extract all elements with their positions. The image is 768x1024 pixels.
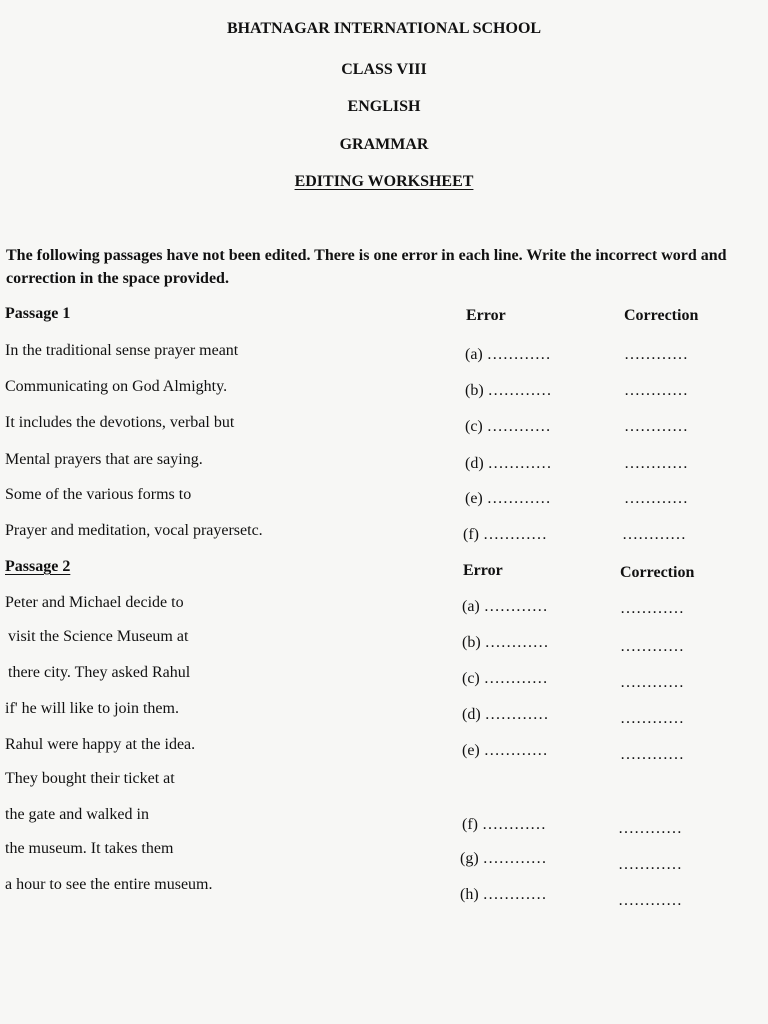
passage1-correction-blank[interactable]: ………… <box>624 490 688 507</box>
passage1-line: Some of the various forms to <box>5 486 192 503</box>
passage1-error-blank[interactable]: (f) ………… <box>463 526 547 543</box>
subject-label: ENGLISH <box>347 98 421 115</box>
topic-label: GRAMMAR <box>339 136 429 153</box>
passage1-line: Mental prayers that are saying. <box>5 451 203 468</box>
passage1-correction-blank[interactable]: ………… <box>624 346 688 363</box>
passage2-error-blank[interactable]: (g) ………… <box>460 850 547 867</box>
passage2-correction-blank[interactable]: ………… <box>618 892 682 909</box>
passage2-correction-blank[interactable]: ………… <box>620 710 684 727</box>
passage2-correction-blank[interactable]: ………… <box>620 638 684 655</box>
passage1-error-blank[interactable]: (d) ………… <box>465 455 552 472</box>
passage2-error-blank[interactable]: (f) ………… <box>462 816 546 833</box>
passage2-error-blank[interactable]: (h) ………… <box>460 886 547 903</box>
passage2-correction-blank[interactable]: ………… <box>620 674 684 691</box>
passage2-line: the museum. It takes them <box>5 840 174 857</box>
passage1-line: Communicating on God Almighty. <box>5 378 228 395</box>
passage2-correction-header: Correction <box>620 564 695 581</box>
passage1-correction-blank[interactable]: ………… <box>624 455 688 472</box>
passage2-error-blank[interactable]: (d) ………… <box>462 706 549 723</box>
passage2-error-blank[interactable]: (b) ………… <box>462 634 549 651</box>
passage2-error-blank[interactable]: (c) ………… <box>462 670 548 687</box>
passage2-correction-blank[interactable]: ………… <box>618 856 682 873</box>
passage1-error-blank[interactable]: (b) ………… <box>465 382 552 399</box>
passage2-error-blank[interactable]: (e) ………… <box>462 742 548 759</box>
passage2-line: the gate and walked in <box>5 806 149 823</box>
passage1-correction-blank[interactable]: ………… <box>624 418 688 435</box>
passage1-error-blank[interactable]: (e) ………… <box>465 490 551 507</box>
passage1-correction-blank[interactable]: ………… <box>622 526 686 543</box>
passage2-correction-blank[interactable]: ………… <box>618 820 682 837</box>
class-label: CLASS VIII <box>341 61 427 78</box>
passage2-line: Rahul were happy at the idea. <box>5 736 196 753</box>
passage1-line: Prayer and meditation, vocal prayersetc. <box>5 522 263 539</box>
passage2-correction-blank[interactable]: ………… <box>620 746 684 763</box>
passage2-title: Passage 2 <box>5 558 71 575</box>
passage1-correction-header: Correction <box>624 307 699 324</box>
passage2-line: They bought their ticket at <box>5 770 175 787</box>
school-name: BHATNAGAR INTERNATIONAL SCHOOL <box>226 20 542 37</box>
passage2-error-blank[interactable]: (a) ………… <box>462 598 548 615</box>
worksheet-title: EDITING WORKSHEET <box>294 173 474 190</box>
passage1-error-blank[interactable]: (c) ………… <box>465 418 551 435</box>
passage1-title: Passage 1 <box>5 305 71 322</box>
passage1-error-header: Error <box>466 307 506 324</box>
passage1-line: In the traditional sense prayer meant <box>5 342 239 359</box>
passage2-line: if' he will like to join them. <box>5 700 179 717</box>
passage2-correction-blank[interactable]: ………… <box>620 600 684 617</box>
passage2-line: a hour to see the entire museum. <box>5 876 213 893</box>
instructions: The following passages have not been edited. There is one error in each line. Write the incorrect word and correction in the space provided. <box>6 247 727 287</box>
passage1-correction-blank[interactable]: ………… <box>624 382 688 399</box>
passage2-line: Peter and Michael decide to <box>5 594 184 611</box>
passage2-error-header: Error <box>463 562 503 579</box>
passage2-line: there city. They asked Rahul <box>8 664 191 681</box>
passage1-error-blank[interactable]: (a) ………… <box>465 346 551 363</box>
passage1-line: It includes the devotions, verbal but <box>5 414 235 431</box>
passage2-line: visit the Science Museum at <box>8 628 189 645</box>
